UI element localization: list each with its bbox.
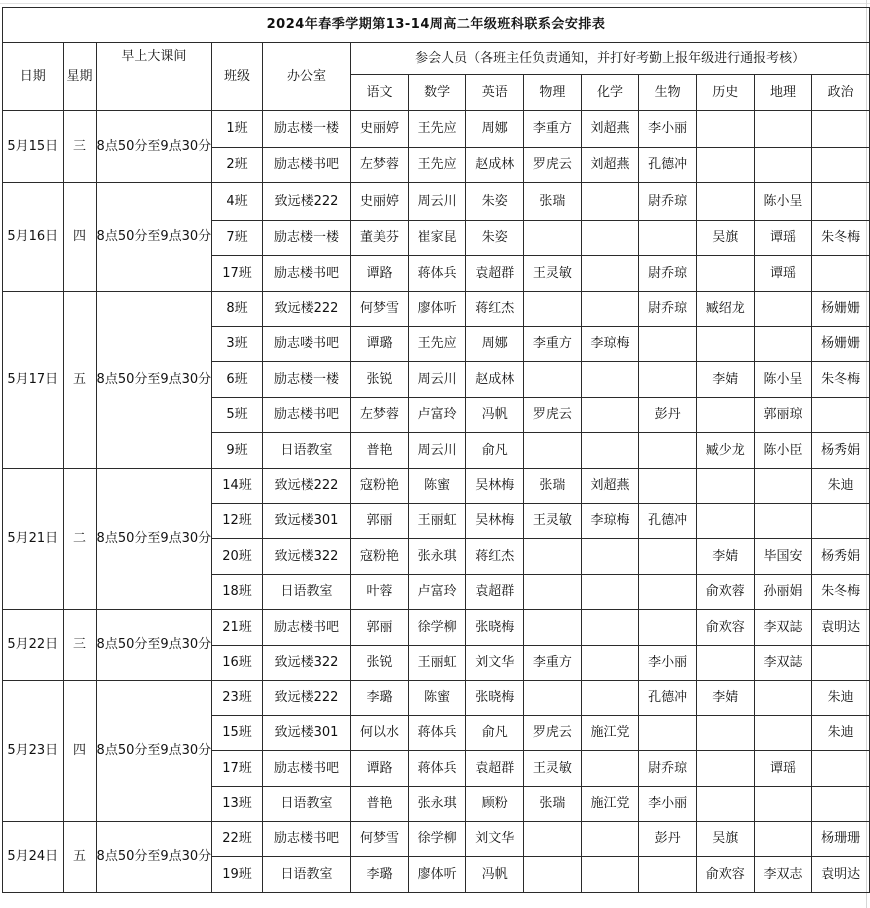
office-cell[interactable]: 致远楼222 (262, 469, 350, 504)
office-cell[interactable]: 励志楼书吧 (262, 610, 350, 646)
staff-cell[interactable]: 李双志 (754, 857, 812, 893)
weekday-cell[interactable]: 四 (63, 681, 96, 822)
class-cell[interactable]: 2班 (212, 148, 263, 183)
class-cell[interactable]: 18班 (212, 575, 263, 610)
staff-cell[interactable] (754, 822, 812, 857)
staff-cell[interactable]: 陈蜜 (408, 469, 466, 504)
staff-cell[interactable] (524, 857, 582, 893)
office-cell[interactable]: 致远楼322 (262, 539, 350, 575)
staff-cell[interactable] (696, 504, 754, 539)
staff-cell[interactable] (639, 221, 697, 256)
staff-cell[interactable] (754, 327, 812, 362)
staff-cell[interactable]: 董美芬 (351, 221, 409, 256)
staff-cell[interactable]: 刘文华 (466, 646, 524, 681)
office-cell[interactable]: 日语教室 (262, 787, 350, 822)
header-subject[interactable]: 政治 (812, 75, 870, 111)
staff-cell[interactable]: 王先应 (408, 148, 466, 183)
staff-cell[interactable]: 彭丹 (639, 398, 697, 433)
staff-cell[interactable] (524, 433, 582, 469)
staff-cell[interactable]: 袁明达 (812, 610, 870, 646)
weekday-cell[interactable]: 二 (63, 469, 96, 610)
table-row (3, 822, 870, 857)
date-cell[interactable]: 5月16日 (3, 183, 64, 292)
office-cell[interactable]: 励志楼书吧 (262, 256, 350, 292)
staff-cell[interactable]: 杨珊珊 (812, 822, 870, 857)
staff-cell[interactable]: 周云川 (408, 362, 466, 398)
staff-cell[interactable]: 蒋红杰 (466, 292, 524, 327)
office-cell[interactable]: 励志喽书吧 (262, 327, 350, 362)
staff-cell[interactable] (639, 433, 697, 469)
staff-cell[interactable]: 李小丽 (639, 787, 697, 822)
staff-cell[interactable]: 陈小呈 (754, 362, 812, 398)
staff-cell[interactable] (696, 111, 754, 148)
staff-cell[interactable]: 冯帆 (466, 398, 524, 433)
staff-cell[interactable]: 俞凡 (466, 433, 524, 469)
staff-cell[interactable] (639, 575, 697, 610)
staff-cell[interactable]: 蒋体兵 (408, 751, 466, 787)
staff-cell[interactable]: 陈小呈 (754, 183, 812, 221)
staff-cell[interactable]: 孙丽娟 (754, 575, 812, 610)
class-cell[interactable]: 23班 (212, 681, 263, 716)
staff-cell[interactable]: 王灵敏 (524, 504, 582, 539)
staff-cell[interactable]: 李双誌 (754, 610, 812, 646)
staff-cell[interactable] (581, 857, 639, 893)
staff-cell[interactable]: 施江党 (581, 716, 639, 751)
staff-cell[interactable] (639, 362, 697, 398)
staff-cell[interactable] (812, 111, 870, 148)
staff-cell[interactable]: 何梦雪 (351, 822, 409, 857)
staff-cell[interactable]: 袁超群 (466, 575, 524, 610)
staff-cell[interactable]: 吴林梅 (466, 504, 524, 539)
class-cell[interactable]: 12班 (212, 504, 263, 539)
time-cell[interactable]: 8点50分至9点30分 (96, 469, 212, 610)
table-row (3, 111, 870, 148)
staff-cell[interactable]: 俞欢蓉 (696, 575, 754, 610)
office-cell[interactable]: 励志楼书吧 (262, 751, 350, 787)
staff-cell[interactable] (639, 327, 697, 362)
office-cell[interactable]: 致远楼301 (262, 504, 350, 539)
schedule-table (2, 7, 870, 893)
staff-cell[interactable] (524, 221, 582, 256)
staff-cell[interactable]: 蒋体兵 (408, 256, 466, 292)
class-cell[interactable]: 17班 (212, 751, 263, 787)
header-subject[interactable]: 地理 (754, 75, 812, 111)
class-cell[interactable]: 13班 (212, 787, 263, 822)
staff-cell[interactable]: 李璐 (351, 857, 409, 893)
staff-cell[interactable]: 廖体听 (408, 292, 466, 327)
staff-cell[interactable] (754, 716, 812, 751)
staff-cell[interactable]: 罗虎云 (524, 148, 582, 183)
staff-cell[interactable] (581, 398, 639, 433)
staff-cell[interactable]: 郭丽琼 (754, 398, 812, 433)
class-cell[interactable]: 5班 (212, 398, 263, 433)
staff-cell[interactable]: 赵成林 (466, 148, 524, 183)
office-cell[interactable]: 致远楼301 (262, 716, 350, 751)
staff-cell[interactable]: 杨姗姗 (812, 327, 870, 362)
office-cell[interactable]: 日语教室 (262, 857, 350, 893)
staff-cell[interactable] (812, 751, 870, 787)
table-title[interactable]: 2024年春季学期第13-14周高二年级班科联系会安排表 (3, 8, 870, 43)
staff-cell[interactable]: 左梦蓉 (351, 148, 409, 183)
staff-cell[interactable]: 谭路 (351, 751, 409, 787)
staff-cell[interactable]: 蒋红杰 (466, 539, 524, 575)
staff-cell[interactable]: 孔德冲 (639, 681, 697, 716)
staff-cell[interactable]: 王灵敏 (524, 256, 582, 292)
header-class[interactable]: 班级 (212, 43, 263, 111)
staff-cell[interactable]: 李琼梅 (581, 327, 639, 362)
class-cell[interactable]: 16班 (212, 646, 263, 681)
staff-cell[interactable] (581, 256, 639, 292)
staff-cell[interactable]: 王先应 (408, 111, 466, 148)
date-cell[interactable]: 5月21日 (3, 469, 64, 610)
office-cell[interactable]: 励志楼书吧 (262, 398, 350, 433)
class-cell[interactable]: 17班 (212, 256, 263, 292)
staff-cell[interactable]: 臧绍龙 (696, 292, 754, 327)
staff-cell[interactable]: 尉乔琼 (639, 256, 697, 292)
staff-cell[interactable]: 孔德冲 (639, 504, 697, 539)
staff-cell[interactable]: 杨秀娟 (812, 433, 870, 469)
staff-cell[interactable]: 王丽虹 (408, 504, 466, 539)
header-date[interactable]: 日期 (3, 43, 64, 111)
staff-cell[interactable]: 张瑞 (524, 183, 582, 221)
staff-cell[interactable]: 袁明达 (812, 857, 870, 893)
staff-cell[interactable] (754, 504, 812, 539)
staff-cell[interactable]: 赵成林 (466, 362, 524, 398)
staff-cell[interactable]: 尉乔琼 (639, 292, 697, 327)
staff-cell[interactable] (524, 362, 582, 398)
staff-cell[interactable]: 朱迪 (812, 681, 870, 716)
staff-cell[interactable] (696, 183, 754, 221)
staff-cell[interactable]: 卢富玲 (408, 575, 466, 610)
time-cell[interactable]: 8点50分至9点30分 (96, 292, 212, 469)
staff-cell[interactable] (639, 469, 697, 504)
date-cell[interactable]: 5月15日 (3, 111, 64, 183)
office-cell[interactable]: 励志楼一楼 (262, 111, 350, 148)
staff-cell[interactable] (812, 183, 870, 221)
staff-cell[interactable] (812, 646, 870, 681)
table-row (3, 183, 870, 221)
staff-cell[interactable] (754, 681, 812, 716)
staff-cell[interactable]: 刘文华 (466, 822, 524, 857)
table-row (3, 610, 870, 646)
staff-cell[interactable]: 袁超群 (466, 256, 524, 292)
staff-cell[interactable]: 周云川 (408, 183, 466, 221)
staff-cell[interactable]: 郭丽 (351, 504, 409, 539)
staff-cell[interactable] (639, 716, 697, 751)
time-cell[interactable]: 8点50分至9点30分 (96, 822, 212, 893)
staff-cell[interactable]: 张晓梅 (466, 610, 524, 646)
staff-cell[interactable]: 李璐 (351, 681, 409, 716)
sheet-gridline (0, 3, 870, 4)
staff-cell[interactable]: 卢富玲 (408, 398, 466, 433)
staff-cell[interactable]: 朱冬梅 (812, 362, 870, 398)
staff-cell[interactable]: 冯帆 (466, 857, 524, 893)
staff-cell[interactable]: 张锐 (351, 646, 409, 681)
staff-cell[interactable]: 李双誌 (754, 646, 812, 681)
header-office[interactable]: 办公室 (262, 43, 350, 111)
staff-cell[interactable] (754, 148, 812, 183)
title-row (3, 8, 870, 43)
office-cell[interactable]: 励志楼一楼 (262, 362, 350, 398)
staff-cell[interactable]: 王丽虹 (408, 646, 466, 681)
office-cell[interactable]: 致远楼222 (262, 292, 350, 327)
header-time[interactable]: 早上大课间 (96, 43, 212, 111)
staff-cell[interactable]: 陈蜜 (408, 681, 466, 716)
header-subject[interactable]: 英语 (466, 75, 524, 111)
header-participants[interactable]: 参会人员（各班主任负责通知，并打好考勤上报年级进行通报考核） (351, 43, 870, 75)
staff-cell[interactable]: 崔家昆 (408, 221, 466, 256)
header-weekday[interactable]: 星期 (63, 43, 96, 111)
staff-cell[interactable]: 朱冬梅 (812, 575, 870, 610)
header-subject[interactable]: 物理 (524, 75, 582, 111)
staff-cell[interactable]: 普艳 (351, 433, 409, 469)
staff-cell[interactable]: 周娜 (466, 111, 524, 148)
staff-cell[interactable] (581, 433, 639, 469)
office-cell[interactable]: 励志楼一楼 (262, 221, 350, 256)
staff-cell[interactable]: 谭路 (351, 256, 409, 292)
class-cell[interactable]: 8班 (212, 292, 263, 327)
staff-cell[interactable]: 朱迪 (812, 716, 870, 751)
office-cell[interactable]: 日语教室 (262, 575, 350, 610)
weekday-cell[interactable]: 五 (63, 292, 96, 469)
class-cell[interactable]: 6班 (212, 362, 263, 398)
staff-cell[interactable]: 徐学柳 (408, 822, 466, 857)
staff-cell[interactable]: 谭瑶 (754, 256, 812, 292)
staff-cell[interactable]: 顾粉 (466, 787, 524, 822)
staff-cell[interactable]: 张锐 (351, 362, 409, 398)
staff-cell[interactable]: 陈小臣 (754, 433, 812, 469)
table-row (3, 469, 870, 504)
staff-cell[interactable] (581, 751, 639, 787)
staff-cell[interactable]: 谭瑶 (754, 751, 812, 787)
weekday-cell[interactable]: 四 (63, 183, 96, 292)
staff-cell[interactable] (581, 822, 639, 857)
staff-cell[interactable]: 王先应 (408, 327, 466, 362)
staff-cell[interactable]: 吴旗 (696, 221, 754, 256)
staff-cell[interactable] (812, 787, 870, 822)
staff-cell[interactable]: 刘超燕 (581, 469, 639, 504)
staff-cell[interactable]: 廖体听 (408, 857, 466, 893)
staff-cell[interactable]: 刘超燕 (581, 148, 639, 183)
class-cell[interactable]: 19班 (212, 857, 263, 893)
staff-cell[interactable]: 李重方 (524, 111, 582, 148)
weekday-cell[interactable]: 三 (63, 111, 96, 183)
staff-cell[interactable]: 吴林梅 (466, 469, 524, 504)
staff-cell[interactable]: 尉乔琼 (639, 751, 697, 787)
office-cell[interactable]: 日语教室 (262, 433, 350, 469)
schedule-table-body (3, 8, 870, 893)
staff-cell[interactable]: 刘超燕 (581, 111, 639, 148)
office-cell[interactable]: 致远楼222 (262, 183, 350, 221)
time-cell[interactable]: 8点50分至9点30分 (96, 610, 212, 681)
staff-cell[interactable] (639, 539, 697, 575)
staff-cell[interactable] (524, 575, 582, 610)
staff-cell[interactable]: 施江党 (581, 787, 639, 822)
staff-cell[interactable] (639, 610, 697, 646)
staff-cell[interactable]: 俞欢容 (696, 610, 754, 646)
staff-cell[interactable]: 袁超群 (466, 751, 524, 787)
staff-cell[interactable]: 张永琪 (408, 787, 466, 822)
header-subject[interactable]: 历史 (696, 75, 754, 111)
staff-cell[interactable] (581, 681, 639, 716)
staff-cell[interactable]: 杨秀娟 (812, 539, 870, 575)
staff-cell[interactable]: 朱冬梅 (812, 221, 870, 256)
time-cell[interactable]: 8点50分至9点30分 (96, 681, 212, 822)
staff-cell[interactable]: 徐学柳 (408, 610, 466, 646)
staff-cell[interactable] (581, 183, 639, 221)
staff-cell[interactable]: 彭丹 (639, 822, 697, 857)
staff-cell[interactable] (581, 610, 639, 646)
office-cell[interactable]: 励志楼书吧 (262, 148, 350, 183)
staff-cell[interactable] (524, 610, 582, 646)
header-subject[interactable]: 化学 (581, 75, 639, 111)
header-subject[interactable]: 生物 (639, 75, 697, 111)
staff-cell[interactable]: 王灵敏 (524, 751, 582, 787)
staff-cell[interactable]: 李婧 (696, 681, 754, 716)
staff-cell[interactable]: 孔德冲 (639, 148, 697, 183)
staff-cell[interactable]: 郭丽 (351, 610, 409, 646)
staff-cell[interactable] (581, 575, 639, 610)
time-cell[interactable]: 8点50分至9点30分 (96, 111, 212, 183)
class-cell[interactable]: 1班 (212, 111, 263, 148)
staff-cell[interactable] (581, 221, 639, 256)
staff-cell[interactable]: 李婧 (696, 362, 754, 398)
class-cell[interactable]: 22班 (212, 822, 263, 857)
staff-cell[interactable]: 蒋体兵 (408, 716, 466, 751)
staff-cell[interactable]: 史丽婷 (351, 183, 409, 221)
staff-cell[interactable]: 谭瑶 (754, 221, 812, 256)
staff-cell[interactable]: 罗虎云 (524, 716, 582, 751)
staff-cell[interactable] (581, 362, 639, 398)
staff-cell[interactable]: 尉乔琼 (639, 183, 697, 221)
staff-cell[interactable] (754, 787, 812, 822)
staff-cell[interactable]: 罗虎云 (524, 398, 582, 433)
staff-cell[interactable] (696, 716, 754, 751)
class-cell[interactable]: 14班 (212, 469, 263, 504)
staff-cell[interactable] (696, 327, 754, 362)
office-cell[interactable]: 致远楼222 (262, 681, 350, 716)
time-cell[interactable]: 8点50分至9点30分 (96, 183, 212, 292)
staff-cell[interactable] (524, 539, 582, 575)
staff-cell[interactable]: 何以水 (351, 716, 409, 751)
staff-cell[interactable] (812, 148, 870, 183)
staff-cell[interactable]: 杨姗姗 (812, 292, 870, 327)
staff-cell[interactable]: 朱姿 (466, 183, 524, 221)
class-cell[interactable]: 3班 (212, 327, 263, 362)
staff-cell[interactable]: 李婧 (696, 539, 754, 575)
weekday-cell[interactable]: 五 (63, 822, 96, 893)
staff-cell[interactable]: 寇粉艳 (351, 539, 409, 575)
staff-cell[interactable]: 李重方 (524, 327, 582, 362)
staff-cell[interactable] (812, 398, 870, 433)
table-row (3, 681, 870, 716)
staff-cell[interactable]: 张瑞 (524, 469, 582, 504)
staff-cell[interactable]: 周云川 (408, 433, 466, 469)
staff-cell[interactable] (812, 504, 870, 539)
staff-cell[interactable]: 李小丽 (639, 646, 697, 681)
staff-cell[interactable] (696, 787, 754, 822)
staff-cell[interactable] (581, 646, 639, 681)
class-cell[interactable]: 7班 (212, 221, 263, 256)
weekday-cell[interactable]: 三 (63, 610, 96, 681)
staff-cell[interactable] (696, 751, 754, 787)
staff-cell[interactable]: 张晓梅 (466, 681, 524, 716)
staff-cell[interactable] (524, 292, 582, 327)
office-cell[interactable]: 致远楼322 (262, 646, 350, 681)
class-cell[interactable]: 20班 (212, 539, 263, 575)
header-subject[interactable]: 数学 (408, 75, 466, 111)
header-row-1 (3, 43, 870, 75)
staff-cell[interactable]: 普艳 (351, 787, 409, 822)
staff-cell[interactable]: 毕国安 (754, 539, 812, 575)
staff-cell[interactable] (696, 469, 754, 504)
staff-cell[interactable]: 谭璐 (351, 327, 409, 362)
staff-cell[interactable]: 臧少龙 (696, 433, 754, 469)
staff-cell[interactable]: 吴旗 (696, 822, 754, 857)
staff-cell[interactable]: 寇粉艳 (351, 469, 409, 504)
date-cell[interactable]: 5月17日 (3, 292, 64, 469)
staff-cell[interactable]: 朱迪 (812, 469, 870, 504)
staff-cell[interactable] (524, 681, 582, 716)
staff-cell[interactable]: 叶蓉 (351, 575, 409, 610)
date-cell[interactable]: 5月23日 (3, 681, 64, 822)
staff-cell[interactable]: 张永琪 (408, 539, 466, 575)
staff-cell[interactable]: 俞欢容 (696, 857, 754, 893)
staff-cell[interactable] (754, 292, 812, 327)
staff-cell[interactable] (696, 256, 754, 292)
staff-cell[interactable]: 何梦雪 (351, 292, 409, 327)
staff-cell[interactable] (696, 646, 754, 681)
staff-cell[interactable]: 史丽婷 (351, 111, 409, 148)
staff-cell[interactable]: 朱姿 (466, 221, 524, 256)
class-cell[interactable]: 15班 (212, 716, 263, 751)
staff-cell[interactable] (581, 539, 639, 575)
staff-cell[interactable] (581, 292, 639, 327)
staff-cell[interactable]: 左梦蓉 (351, 398, 409, 433)
staff-cell[interactable]: 李重方 (524, 646, 582, 681)
office-cell[interactable]: 励志楼书吧 (262, 822, 350, 857)
staff-cell[interactable] (696, 148, 754, 183)
staff-cell[interactable]: 周娜 (466, 327, 524, 362)
staff-cell[interactable]: 俞凡 (466, 716, 524, 751)
class-cell[interactable]: 9班 (212, 433, 263, 469)
class-cell[interactable]: 4班 (212, 183, 263, 221)
staff-cell[interactable]: 李小丽 (639, 111, 697, 148)
date-cell[interactable]: 5月24日 (3, 822, 64, 893)
header-subject[interactable]: 语文 (351, 75, 409, 111)
staff-cell[interactable] (696, 398, 754, 433)
table-row (3, 292, 870, 327)
staff-cell[interactable] (754, 111, 812, 148)
staff-cell[interactable] (812, 256, 870, 292)
staff-cell[interactable] (524, 822, 582, 857)
staff-cell[interactable] (754, 469, 812, 504)
staff-cell[interactable]: 张瑞 (524, 787, 582, 822)
class-cell[interactable]: 21班 (212, 610, 263, 646)
date-cell[interactable]: 5月22日 (3, 610, 64, 681)
staff-cell[interactable] (639, 857, 697, 893)
staff-cell[interactable]: 李琼梅 (581, 504, 639, 539)
